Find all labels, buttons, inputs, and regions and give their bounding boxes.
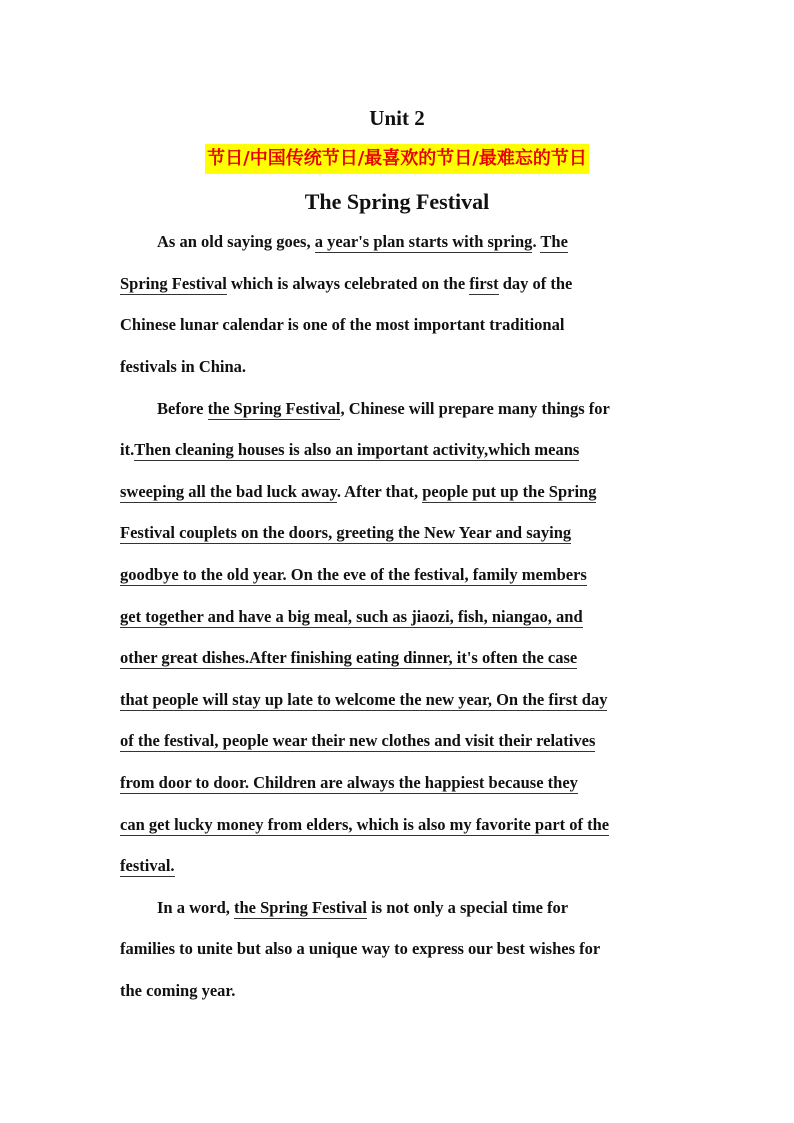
text-span: . After that, <box>336 482 423 501</box>
topic-banner: 节日/中国传统节日/最喜欢的节日/最难忘的节日 <box>205 144 589 174</box>
paragraph-2-line-1 <box>157 398 610 420</box>
paragraph-2-line-3 <box>120 481 596 503</box>
underlined-phrase: festival. <box>120 856 175 875</box>
paragraph-1-line-1 <box>157 231 568 253</box>
underlined-phrase: from door to door. Children are always the happiest because they <box>120 773 578 792</box>
text-span: is not only a special time for <box>366 898 569 917</box>
text-span: it. <box>120 440 135 459</box>
underlined-phrase: Festival couplets on the doors, greeting the New Year and saying <box>120 523 572 542</box>
underlined-phrase: Then cleaning houses is also an important activity,which means <box>134 440 580 459</box>
underlined-phrase: can get lucky money from elders, which is also my favorite part of the <box>120 815 610 834</box>
paragraph-2-line-12 <box>120 855 175 877</box>
paragraph-3-line-2: families to unite but also a unique way to express our best wishes for <box>120 939 601 958</box>
underlined-phrase: a year's plan starts with spring <box>314 232 533 251</box>
underlined-phrase: other great dishes.After finishing eating dinner, it's often the case <box>120 648 578 667</box>
paragraph-3-line-3: the coming year. <box>120 981 236 1000</box>
underlined-phrase: get together and have a big meal, such as jiaozi, fish, niangao, and <box>120 607 583 626</box>
underlined-phrase: of the festival, people wear their new clothes and visit their relatives <box>120 731 596 750</box>
underlined-phrase: the Spring Festival <box>234 898 367 917</box>
paragraph-3-line-1 <box>157 897 568 919</box>
paragraph-1-line-4: festivals in China. <box>120 357 247 376</box>
text-span: In a word, <box>157 898 235 917</box>
text-span: Before <box>157 399 208 418</box>
underlined-phrase: people put up the Spring <box>422 482 597 501</box>
paragraph-2-line-11 <box>120 814 609 836</box>
paragraph-2-line-6 <box>120 606 583 628</box>
underlined-phrase: sweeping all the bad luck away <box>120 482 337 501</box>
paragraph-2-line-4 <box>120 522 571 544</box>
underlined-phrase: goodbye to the old year. On the eve of the festival, family members <box>120 565 587 584</box>
paragraph-2-line-5 <box>120 564 587 586</box>
paragraph-2-line-2 <box>120 439 579 461</box>
underlined-phrase: The <box>540 232 568 251</box>
text-span: As an old saying goes, <box>157 232 315 251</box>
text-span: , Chinese will prepare many things for <box>340 399 610 418</box>
underlined-phrase: the Spring Festival <box>207 399 341 418</box>
paragraph-2-line-7 <box>120 647 577 669</box>
text-span: day of the <box>498 274 573 293</box>
paragraph-1-line-2 <box>120 273 572 295</box>
text-span: . <box>532 232 541 251</box>
paragraph-2-line-9 <box>120 730 595 752</box>
topic-banner-line <box>0 144 794 175</box>
essay-title: The Spring Festival <box>304 189 490 214</box>
paragraph-1-line-3: Chinese lunar calendar is one of the most important traditional <box>120 315 565 334</box>
underlined-phrase: Spring Festival <box>120 274 227 293</box>
text-span: which is always celebrated on the <box>226 274 470 293</box>
unit-title: Unit 2 <box>369 106 425 130</box>
underlined-phrase: first <box>469 274 499 293</box>
paragraph-2-line-10 <box>120 772 578 794</box>
paragraph-2-line-8 <box>120 689 607 711</box>
underlined-phrase: that people will stay up late to welcome the new year, On the first day <box>120 690 608 709</box>
